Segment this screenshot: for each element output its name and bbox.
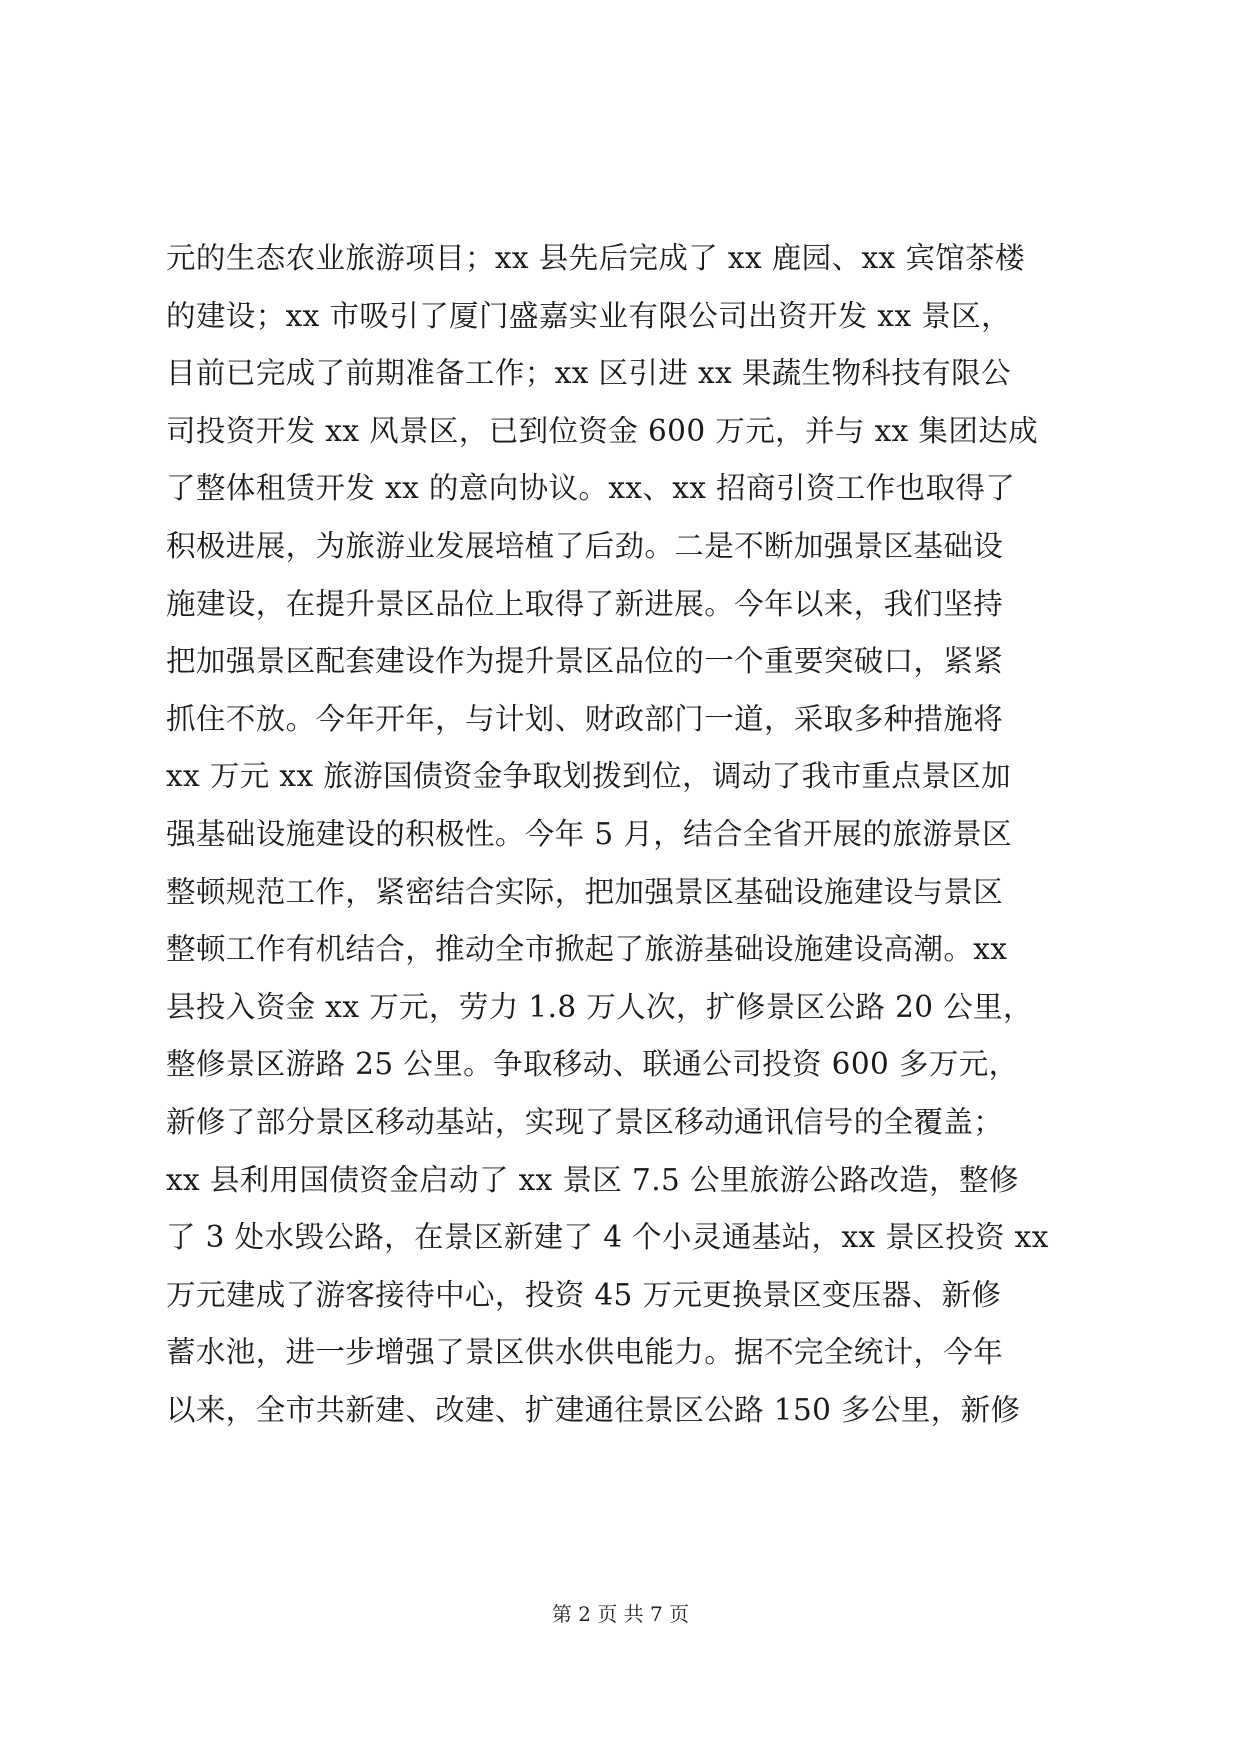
page-number-footer: 第 2 页 共 7 页 [551,1602,690,1626]
text-line: 蓄水池，进一步增强了景区供水供电能力。据不完全统计，今年 [166,1335,1004,1370]
text-line: 司投资开发 xx 风景区，已到位资金 600 万元，并与 xx 集团达成 [166,413,1039,448]
text-line: 元的生态农业旅游项目；xx 县先后完成了 xx 鹿园、xx 宾馆茶楼 [166,241,1025,275]
text-line: xx 县利用国债资金启动了 xx 景区 7.5 公里旅游公路改造，整修 [166,1162,1019,1197]
text-line: 以来，全市共新建、改建、扩建通往景区公路 150 多公里，新修 [166,1392,1021,1427]
text-line: 积极进展，为旅游业发展培植了后劲。二是不断加强景区基础设 [166,528,1004,563]
text-line: 强基础设施建设的积极性。今年 5 月，结合全省开展的旅游景区 [166,816,1013,851]
text-line: 万元建成了游客接待中心，投资 45 万元更换景区变压器、新修 [166,1277,1002,1312]
text-line: 把加强景区配套建设作为提升景区品位的一个重要突破口，紧紧 [166,644,1004,679]
text-line: 目前已完成了前期准备工作；xx 区引进 xx 果蔬生物科技有限公 [166,356,1011,391]
text-line: 了整体租赁开发 xx 的意向协议。xx、xx 招商引资工作也取得了 [166,471,1016,506]
text-line: 整修景区游路 25 公里。争取移动、联通公司投资 600 多万元， [166,1047,1019,1082]
text-line: 了 3 处水毁公路，在景区新建了 4 个小灵通基站，xx 景区投资 xx [166,1220,1049,1255]
text-line: 施建设，在提升景区品位上取得了新进展。今年以来，我们坚持 [166,586,1004,621]
body-paragraph [166,230,1086,1439]
text-line: 的建设；xx 市吸引了厦门盛嘉实业有限公司出资开发 xx 景区， [166,298,1011,333]
text-line: 抓住不放。今年开年，与计划、财政部门一道，采取多种措施将 [166,701,1004,736]
text-line: 整顿规范工作，紧密结合实际，把加强景区基础设施建设与景区 [166,874,1004,909]
text-line: 县投入资金 xx 万元，劳力 1.8 万人次，扩修景区公路 20 公里， [166,989,1033,1024]
text-line: 整顿工作有机结合，推动全市掀起了旅游基础设施建设高潮。xx [166,932,1008,967]
text-line: 新修了部分景区移动基站，实现了景区移动通讯信号的全覆盖； [166,1104,1004,1139]
text-line: xx 万元 xx 旅游国债资金争取划拨到位，调动了我市重点景区加 [166,759,1011,794]
